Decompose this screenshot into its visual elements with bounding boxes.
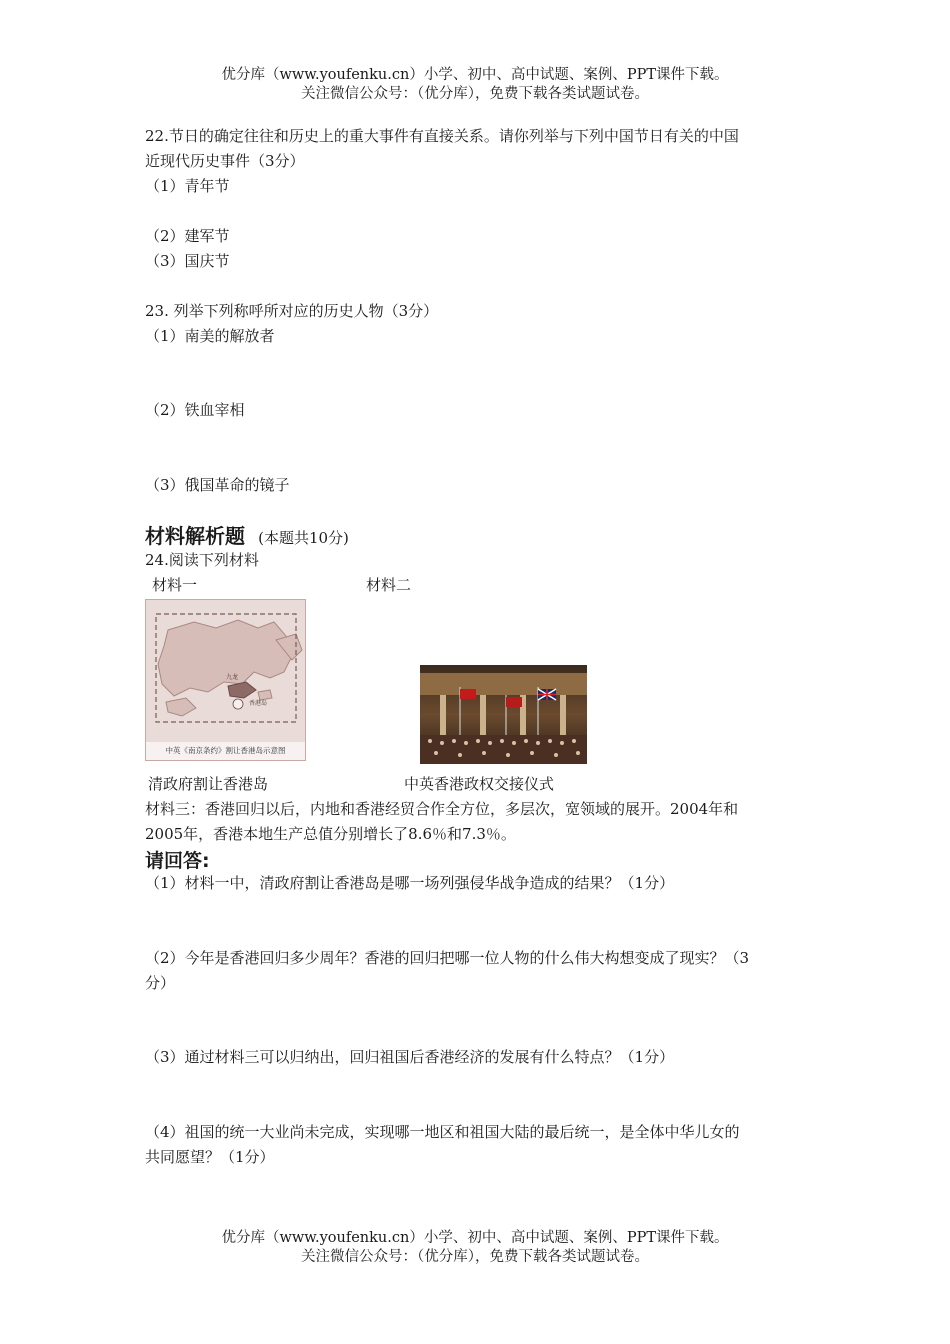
footer-line-2: 关注微信公众号：（优分库），免费下载各类试题试卷。 — [301, 1249, 649, 1265]
q22-stem-line-1: 22.节日的确定往往和历史上的重大事件有直接关系。请你列举与下列中国节日有关的中国 — [145, 127, 739, 145]
material-3-line-2: 2005年，香港本地生产总值分别增长了8.6％和7.3％。 — [145, 825, 516, 843]
material-3-line-1: 材料三：香港回归以后，内地和香港经贸合作全方位，多层次，宽领域的展开。2004年和 — [145, 800, 739, 818]
handover-ceremony-photo — [420, 665, 587, 764]
section-heading — [145, 520, 349, 549]
q22-item-national-day: （3）国庆节 — [145, 252, 230, 270]
map-label-hk-island: 香港岛 — [249, 700, 268, 707]
section-note: (本题共10分) — [258, 529, 349, 547]
map-illustration — [146, 600, 306, 744]
material-1-label: 材料一 — [152, 576, 198, 594]
q22-item-army-day: （2）建军节 — [145, 227, 230, 245]
answer-heading: 请回答: — [145, 850, 210, 872]
q22-item-youth-day: （1）青年节 — [145, 177, 230, 195]
caption-cession: 清政府割让香港岛 — [148, 775, 269, 793]
q23-stem: 23. 列举下列称呼所对应的历史人物（3分） — [145, 302, 439, 320]
q22-stem-line-2: 近现代历史事件（3分） — [145, 152, 305, 170]
q23-item-3: （3）俄国革命的镜子 — [145, 476, 290, 494]
q24-sub-3: （3）通过材料三可以归纳出，回归祖国后香港经济的发展有什么特点？（1分） — [145, 1048, 675, 1066]
q24-sub-2-line-2: 分） — [145, 974, 176, 992]
header-line-1: 优分库（www.youfenku.cn）小学、初中、高中试题、案例、PPT课件下载。 — [221, 67, 729, 83]
caption-handover: 中英香港政权交接仪式 — [404, 775, 555, 793]
q23-item-1: （1）南美的解放者 — [145, 327, 275, 345]
q24-stem: 24.阅读下列材料 — [145, 551, 259, 569]
map-label-kowloon: 九龙 — [226, 674, 239, 681]
material-2-label: 材料二 — [366, 576, 412, 594]
q24-sub-2-line-1: （2）今年是香港回归多少周年？香港的回归把哪一位人物的什么伟大构想变成了现实？（3 — [145, 949, 750, 967]
q24-sub-4-line-1: （4）祖国的统一大业尚未完成，实现哪一地区和祖国大陆的最后统一，是全体中华儿女的 — [145, 1123, 740, 1141]
q24-sub-1: （1）材料一中，清政府割让香港岛是哪一场列强侵华战争造成的结果？（1分） — [145, 874, 675, 892]
section-title: 材料解析题 — [145, 524, 245, 548]
header-line-2: 关注微信公众号：（优分库），免费下载各类试题试卷。 — [301, 86, 649, 102]
q24-sub-4-line-2: 共同愿望？（1分） — [145, 1148, 275, 1166]
footer-line-1: 优分库（www.youfenku.cn）小学、初中、高中试题、案例、PPT课件下载。 — [221, 1230, 729, 1246]
q23-item-2: （2）铁血宰相 — [145, 401, 245, 419]
hong-kong-cession-map — [145, 599, 306, 761]
map-caption: 中英《南京条约》割让香港岛示意图 — [146, 742, 305, 760]
